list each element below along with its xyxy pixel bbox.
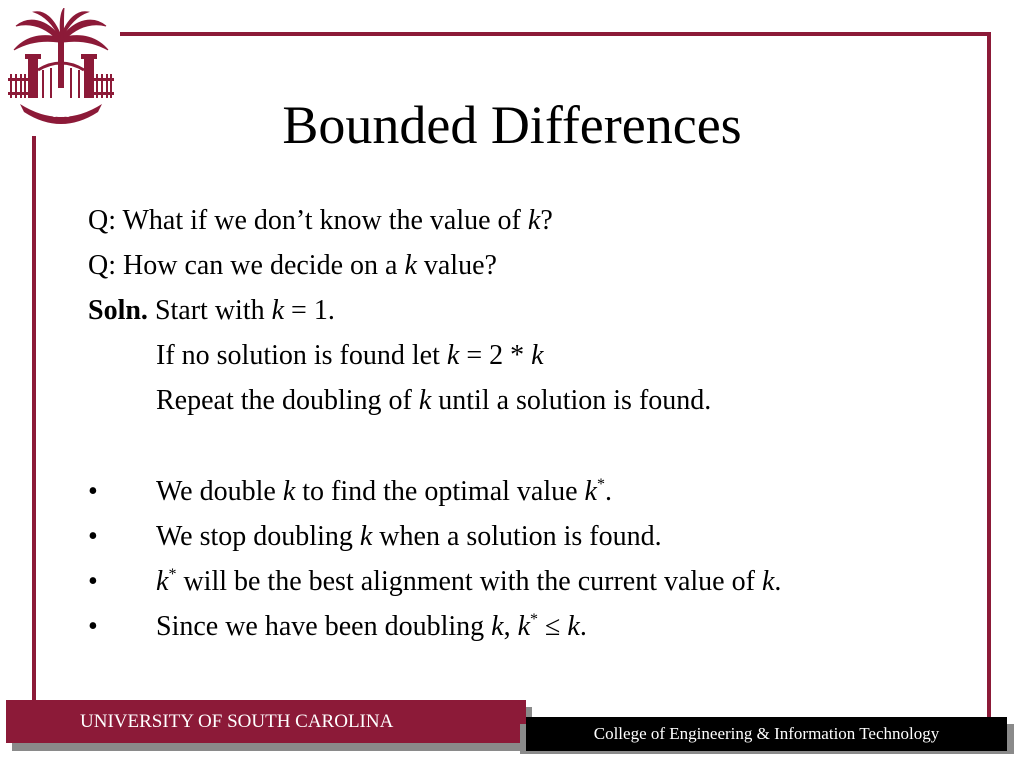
solution-step-repeat: Repeat the doubling of k until a solution is found. bbox=[156, 385, 712, 416]
slide-frame-top bbox=[120, 32, 991, 36]
solution-label: Soln. bbox=[88, 295, 148, 326]
footer-college-banner: College of Engineering & Information Technology bbox=[526, 717, 1007, 751]
slide-frame-left bbox=[32, 136, 36, 701]
bullet-item: • k* will be the best alignment with the current value of k. bbox=[88, 561, 978, 606]
solution-line: Soln. Start with k = 1. bbox=[88, 295, 335, 326]
bullet-marker: • bbox=[88, 476, 98, 507]
question-decide-k: Q: How can we decide on a k value? bbox=[88, 250, 497, 281]
bullet-item: • Since we have been doubling k, k* ≤ k. bbox=[88, 606, 978, 651]
bullet-item: • We stop doubling k when a solution is found. bbox=[88, 516, 978, 561]
slide-title: Bounded Differences bbox=[282, 95, 742, 155]
solution-step-double: If no solution is found let k = 2 * k bbox=[156, 340, 544, 371]
slide-body bbox=[88, 200, 978, 651]
svg-text:1801: 1801 bbox=[52, 109, 70, 119]
bullet-marker: • bbox=[88, 521, 98, 552]
bullet-marker: • bbox=[88, 566, 98, 597]
bullet-item: • We double k to find the optimal value k*. bbox=[88, 471, 978, 516]
question-unknown-k: Q: What if we don’t know the value of k? bbox=[88, 205, 553, 236]
footer-university-banner: UNIVERSITY OF SOUTH CAROLINA bbox=[6, 700, 526, 743]
bullet-marker: • bbox=[88, 611, 98, 642]
